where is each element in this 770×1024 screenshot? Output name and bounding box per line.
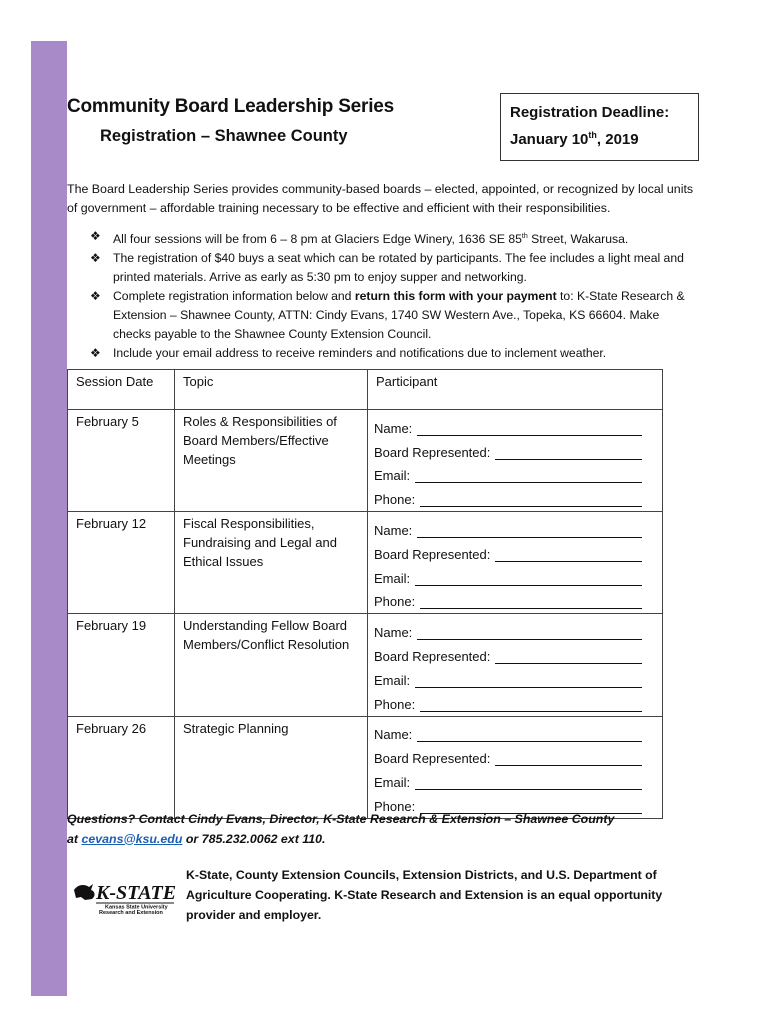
email-field[interactable]: Email: (374, 562, 656, 586)
bullet-sessions: ❖ All four sessions will be from 6 – 8 pm at Glaciers Edge Winery, 1636 SE 85th Street, Wakarusa. (90, 229, 629, 247)
phone-field[interactable]: Phone: (374, 790, 656, 814)
diamond-bullet-icon: ❖ (90, 251, 101, 266)
header-participant: Participant (368, 370, 663, 410)
session-topic: Strategic Planning (175, 716, 368, 818)
participant-fields (368, 512, 663, 614)
decorative-side-bar (31, 41, 67, 996)
page-subtitle: Registration – Shawnee County (100, 127, 348, 145)
phone-field[interactable]: Phone: (374, 586, 656, 610)
table-row (68, 614, 663, 716)
name-field[interactable]: Name: (374, 616, 656, 640)
participant-fields (368, 410, 663, 512)
session-date: February 12 (68, 512, 175, 614)
board-represented-field[interactable]: Board Represented: (374, 538, 656, 562)
bullet-instructions: ❖ Complete registration information below and return this form with your payment to: K-State Research & Extension – Shawnee County, ATTN: Cindy Evans, 1740 SW Western Ave., Topeka, KS 66604. Make checks payable to the Shawnee County Extension Council. (90, 289, 685, 342)
participant-fields (368, 716, 663, 818)
contact-questions: Questions? Contact Cindy Evans, Director, K-State Research & Extension – Shawnee County at cevans@ksu.edu or 785.232.0062 ext 110. (67, 812, 615, 846)
svg-text:Research and Extension: Research and Extension (99, 910, 163, 915)
diamond-bullet-icon: ❖ (90, 289, 101, 304)
deadline-date: January 10th, 2019 (510, 130, 639, 148)
table-row (68, 716, 663, 818)
registration-table (67, 369, 663, 819)
phone-field[interactable]: Phone: (374, 688, 656, 712)
contact-email-link[interactable]: cevans@ksu.edu (81, 831, 183, 846)
email-field[interactable]: Email: (374, 664, 656, 688)
wildcat-icon (74, 884, 95, 900)
name-field[interactable]: Name: (374, 514, 656, 538)
bullet-email: ❖ Include your email address to receive reminders and notifications due to inclement weather. (88, 344, 700, 363)
phone-field[interactable]: Phone: (374, 483, 656, 507)
session-date: February 5 (68, 410, 175, 512)
board-represented-field[interactable]: Board Represented: (374, 436, 656, 460)
svg-text:Kansas State University: Kansas State University (105, 904, 168, 911)
name-field[interactable]: Name: (374, 412, 656, 436)
email-field[interactable]: Email: (374, 766, 656, 790)
name-field[interactable]: Name: (374, 719, 656, 743)
info-bullet-list (88, 227, 700, 363)
intro-paragraph: The Board Leadership Series provides community-based boards – elected, appointed, or recognized by local units of government – affordable training necessary to be effective and efficient with their responsibilities. (67, 182, 694, 215)
participant-fields (368, 614, 663, 716)
session-topic: Roles & Responsibilities of Board Members/Effective Meetings (175, 410, 368, 512)
table-header-row (68, 370, 663, 410)
page-title: Community Board Leadership Series (67, 96, 395, 117)
session-topic: Fiscal Responsibilities, Fundraising and Legal and Ethical Issues (175, 512, 368, 614)
svg-text:K-STATE: K-STATE (96, 882, 176, 904)
table-row (68, 512, 663, 614)
session-date: February 19 (68, 614, 175, 716)
deadline-label: Registration Deadline: (510, 104, 670, 121)
session-date: February 26 (68, 716, 175, 818)
footer-statement: K-State, County Extension Councils, Extension Districts, and U.S. Department of Agriculture Cooperating. K-State Research and Extension is an equal opportunity provider and employer. (186, 868, 663, 922)
diamond-bullet-icon: ❖ (90, 346, 101, 361)
bullet-fee: ❖ The registration of $40 buys a seat which can be rotated by participants. The fee includes a light meal and printed materials. Arrive as early as 5:30 pm to enjoy supper and networking. (90, 251, 684, 285)
kstate-logo (72, 875, 176, 915)
diamond-bullet-icon: ❖ (90, 229, 101, 243)
board-represented-field[interactable]: Board Represented: (374, 742, 656, 766)
header-topic: Topic (175, 370, 368, 410)
board-represented-field[interactable]: Board Represented: (374, 640, 656, 664)
header-session-date: Session Date (68, 370, 175, 410)
session-topic: Understanding Fellow Board Members/Conflict Resolution (175, 614, 368, 716)
email-field[interactable]: Email: (374, 460, 656, 484)
registration-deadline-box (500, 93, 699, 161)
table-row (68, 410, 663, 512)
